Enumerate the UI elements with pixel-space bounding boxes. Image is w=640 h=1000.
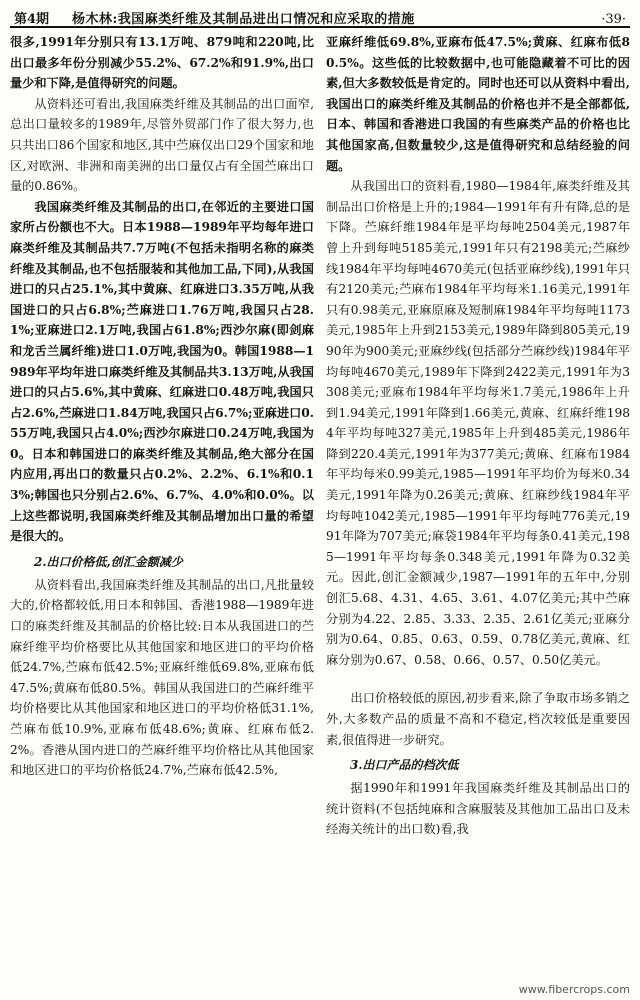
issue-number: 第4期 — [14, 12, 50, 27]
two-column-body — [10, 32, 630, 840]
site-watermark: www.fibercrops.com — [518, 983, 630, 996]
section-heading: 3.出口产品的档次低 — [350, 758, 459, 773]
paragraph: 我国麻类纤维及其制品的出口,在邻近的主要进口国家所占份额也不大。日本1988—1989年平均每年进口麻类纤维及其制品共7.7万吨(不包括未指明名称的麻类纤维及其制品,也不包括服装和其他加工品,下同),从我国进口的只占25.1%,其中黄麻、红麻进口3.35万吨,从我国进口的只占6.8%;苎麻进口1.76万吨,我国只占28.1%;亚麻进口2.1万吨,我国占61.8%;西沙尔麻(即剑麻和龙舌兰属纤维)进口1.0万吨,我国为0。韩国1988—1989年平均年进口麻类纤维及其制品共3.13万吨,从我国进口的只占5.6%,其中黄麻、红麻进口0.48万吨,我国只占2.6%,苎麻进口1.84万吨,我国只占6.7%;亚麻进口0.55万吨,我国只占4.0%;西沙尔麻进口0.24万吨,我国为0。日本和韩国进口的麻类纤维及其制品,绝大部分在国内应用,再出口的数量只占0.2%、2.2%、6.1%和0.13%;韩国也只分别占2.6%、6.7%、4.0%和0.0%。以上这些都说明,我国麻类纤维及其制品增加出口量的希望是很大的。 — [10, 199, 314, 544]
spacer — [326, 670, 630, 688]
paragraph: 很多,1991年分别只有13.1万吨、879吨和220吨,比出口最多年份分别减少55.2%、67.2%和91.9%,出口量少和下降,是值得研究的问题。 — [10, 35, 314, 91]
running-title: 杨木林:我国麻类纤维及其制品进出口情况和应采取的措施 — [72, 12, 415, 27]
paragraph: 出口价格较低的原因,初步看来,除了争取市场多销之外,大多数产品的质量不高和不稳定,档次较低是重要因素,很值得进一步研究。 — [326, 691, 630, 747]
left-column — [10, 32, 314, 840]
paragraph: 从我国出口的资料看,1980—1984年,麻类纤维及其制品出口价格是上升的;1984—1991年有升有降,总的是下降。苎麻纤维1984年是平均每吨2504美元,1987年曾上升到每吨5185美元,1991年只有2198美元;苎麻纱线1984年平均每吨4670美元(包括亚麻纱线),1991年只有2120美元;苎麻布1984年平均每米1.16美元,1991年只有0.98美元,亚麻原麻及短制麻1984年平均每吨1173美元,1985年上升到2153美元,1989年降到805美元,1990年为900美元;亚麻纱线(包括部分苎麻纱线)1984年平均每吨4670美元,1989年下降到2422美元,1991年为3308美元;亚麻布1984年平均每米1.7美元,1986年上升到1.94美元,1991年降到1.66美元,黄麻、红麻纤维1984年平均每吨327美元,1985年上升到485美元,1986年降到220.4美元,1991年为377美元;黄麻、红麻布1984年平均每米0.99美元,1985—1991年平均价为每米0.34美元,1991年降为0.26美元;黄麻、红麻纱线1984年平均每吨1042美元,1985—1991年平均每吨776美元,1991年降为707美元;麻袋1984年平均每条0.41美元,1985—1991年平均每条0.348美元,1991年降为0.32美元。因此,创汇金额减少,1987—1991年的五年中,分别创汇5.68、4.31、4.65、3.61、4.07亿美元;其中苎麻分别为4.22、2.85、3.33、2.35、2.61亿美元;亚麻分别为0.64、0.85、0.63、0.59、0.78亿美元,黄麻、红麻分别为0.67、0.58、0.66、0.57、0.50亿美元。 — [326, 179, 630, 667]
right-column — [326, 32, 630, 840]
paragraph: 据1990年和1991年我国麻类纤维及其制品出口的统计资料(不包括纯麻和含麻服装及其他加工品出口及未经海关统计的出口数)看,我 — [326, 781, 630, 837]
paragraph: 从资料看出,我国麻类纤维及其制品的出口,凡批量较大的,价格都较低,用日本和韩国、香港1988—1989年进口的麻类纤维及其制品的价格比较:日本从我国进口的苎麻纤维平均价格要比从其他国家和地区进口的平均价格低24.7%,苎麻布低42.5%;亚麻纤维低69.8%,亚麻布低47.5%;黄麻布低80.5%。韩国从我国进口的苎麻纤维平均价格要比从其他国家和地区进口的平均价格低31.1%,苎麻布低10.9%,亚麻布低48.6%;黄麻、红麻布低2.2%。香港从国内进口的苎麻纤维平均价格比从其他国家和地区进口的平均价格低24.7%,苎麻布低42.5%, — [10, 577, 314, 778]
page-number: ·39· — [601, 12, 626, 27]
section-heading: 2.出口价格低,创汇金额减少 — [34, 554, 183, 569]
paragraph: 亚麻纤维低69.8%,亚麻布低47.5%;黄麻、红麻布低80.5%。这些低的比较数据中,也可能隐藏着不可比的因素,但大多数较低是肯定的。同时也还可以从资料中看出,我国出口的麻类纤维及其制品的价格也并不是全部都低,日本、韩国和香港进口我国的有些麻类产品的价格也比其他国家高,但数量较少,这是值得研究和总结经验的问题。 — [326, 35, 630, 173]
running-header — [10, 8, 630, 28]
paragraph: 从资料还可看出,我国麻类纤维及其制品的出口面窄,总出口量较多的1989年,尽管外贸部门作了很大努力,也只共出口86个国家和地区,其中苎麻仅出口29个国家和地区,对欧洲、非洲和南美洲的出口量仅占有全国苎麻出口量的0.86%。 — [10, 96, 314, 194]
